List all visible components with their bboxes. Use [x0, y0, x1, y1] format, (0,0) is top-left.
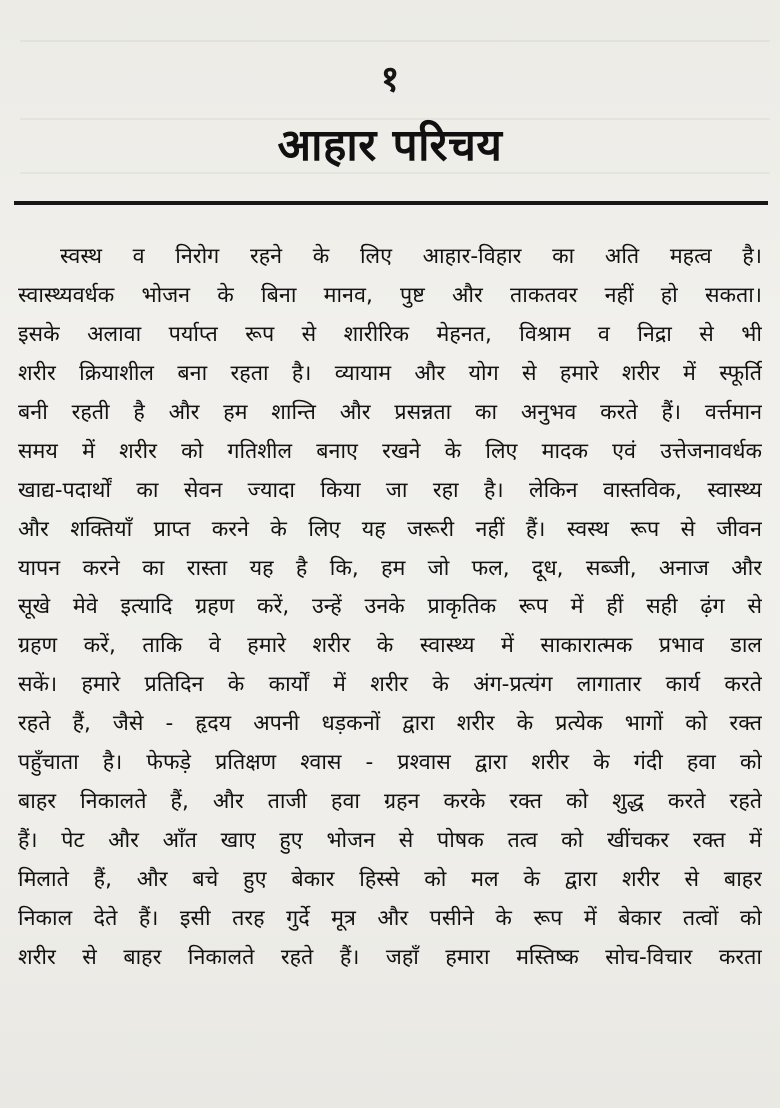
text-line: बाहर निकालते हैं, और ताजी हवा ग्रहन करके रक्त को शुद्ध करते रहते [18, 789, 762, 815]
text-line: निकाल देते हैं। इसी तरह गुर्दे मूत्र और पसीने के रूप में बेकार तत्वों को [18, 905, 762, 931]
text-line: यापन करने का रास्ता यह है कि, हम जो फल, दूध, सब्जी, अनाज और [18, 555, 762, 581]
text-line: स्वस्थ व निरोग रहने के लिए आहार-विहार का अति महत्व है। [60, 244, 762, 269]
text-line: हैं। पेट और आँत खाए हुए भोजन से पोषक तत्व को खींचकर रक्त में [18, 828, 762, 854]
text-line: मिलाते हैं, और बचे हुए बेकार हिस्से को मल के द्वारा शरीर से बाहर [18, 867, 762, 892]
body-paragraph [18, 238, 762, 978]
text-line: इसके अलावा पर्याप्त रूप से शारीरिक मेहनत, विश्राम व निद्रा से भी [18, 321, 762, 347]
title-divider [14, 201, 768, 205]
text-line: खाद्य-पदार्थों का सेवन ज्यादा किया जा रहा है। लेकिन वास्तविक, स्वास्थ्य [18, 477, 762, 503]
show-through-line [20, 40, 770, 42]
text-line: रहते हैं, जैसे - हृदय अपनी धड़कनों द्वारा शरीर के प्रत्येक भागों को रक्त [18, 711, 762, 737]
text-line: स्वास्थ्यवर्धक भोजन के बिना मानव, पुष्ट और ताकतवर नहीं हो सकता। [18, 282, 762, 308]
chapter-number: १ [380, 59, 400, 100]
text-line: सूखे मेवे इत्यादि ग्रहण करें, उन्हें उनके प्राकृतिक रूप में हीं सही ढ़ंग से [18, 594, 762, 620]
text-line: सकें। हमारे प्रतिदिन के कार्यों में शरीर के अंग-प्रत्यंग लागातार कार्य करते [18, 672, 762, 698]
text-line: बनी रहती है और हम शान्ति और प्रसन्नता का अनुभव करते हैं। वर्त्तमान [18, 399, 762, 425]
text-line: समय में शरीर को गतिशील बनाए रखने के लिए मादक एवं उत्तेजनावर्धक [18, 438, 762, 464]
chapter-title: आहार परिचय [277, 120, 503, 171]
text-line: और शक्तियाँ प्राप्त करने के लिए यह जरूरी नहीं हैं। स्वस्थ रूप से जीवन [18, 516, 762, 542]
text-line: ग्रहण करें, ताकि वे हमारे शरीर के स्वास्थ्य में साकारात्मक प्रभाव डाल [18, 633, 762, 659]
text-line: शरीर क्रियाशील बना रहता है। व्यायाम और योग से हमारे शरीर में स्फूर्ति [18, 360, 762, 386]
text-line: शरीर से बाहर निकालते रहते हैं। जहाँ हमारा मस्तिष्क सोच-विचार करता [18, 944, 762, 970]
text-line: पहुँचाता है। फेफड़े प्रतिक्षण श्वास - प्रश्वास द्वारा शरीर के गंदी हवा को [18, 750, 762, 776]
